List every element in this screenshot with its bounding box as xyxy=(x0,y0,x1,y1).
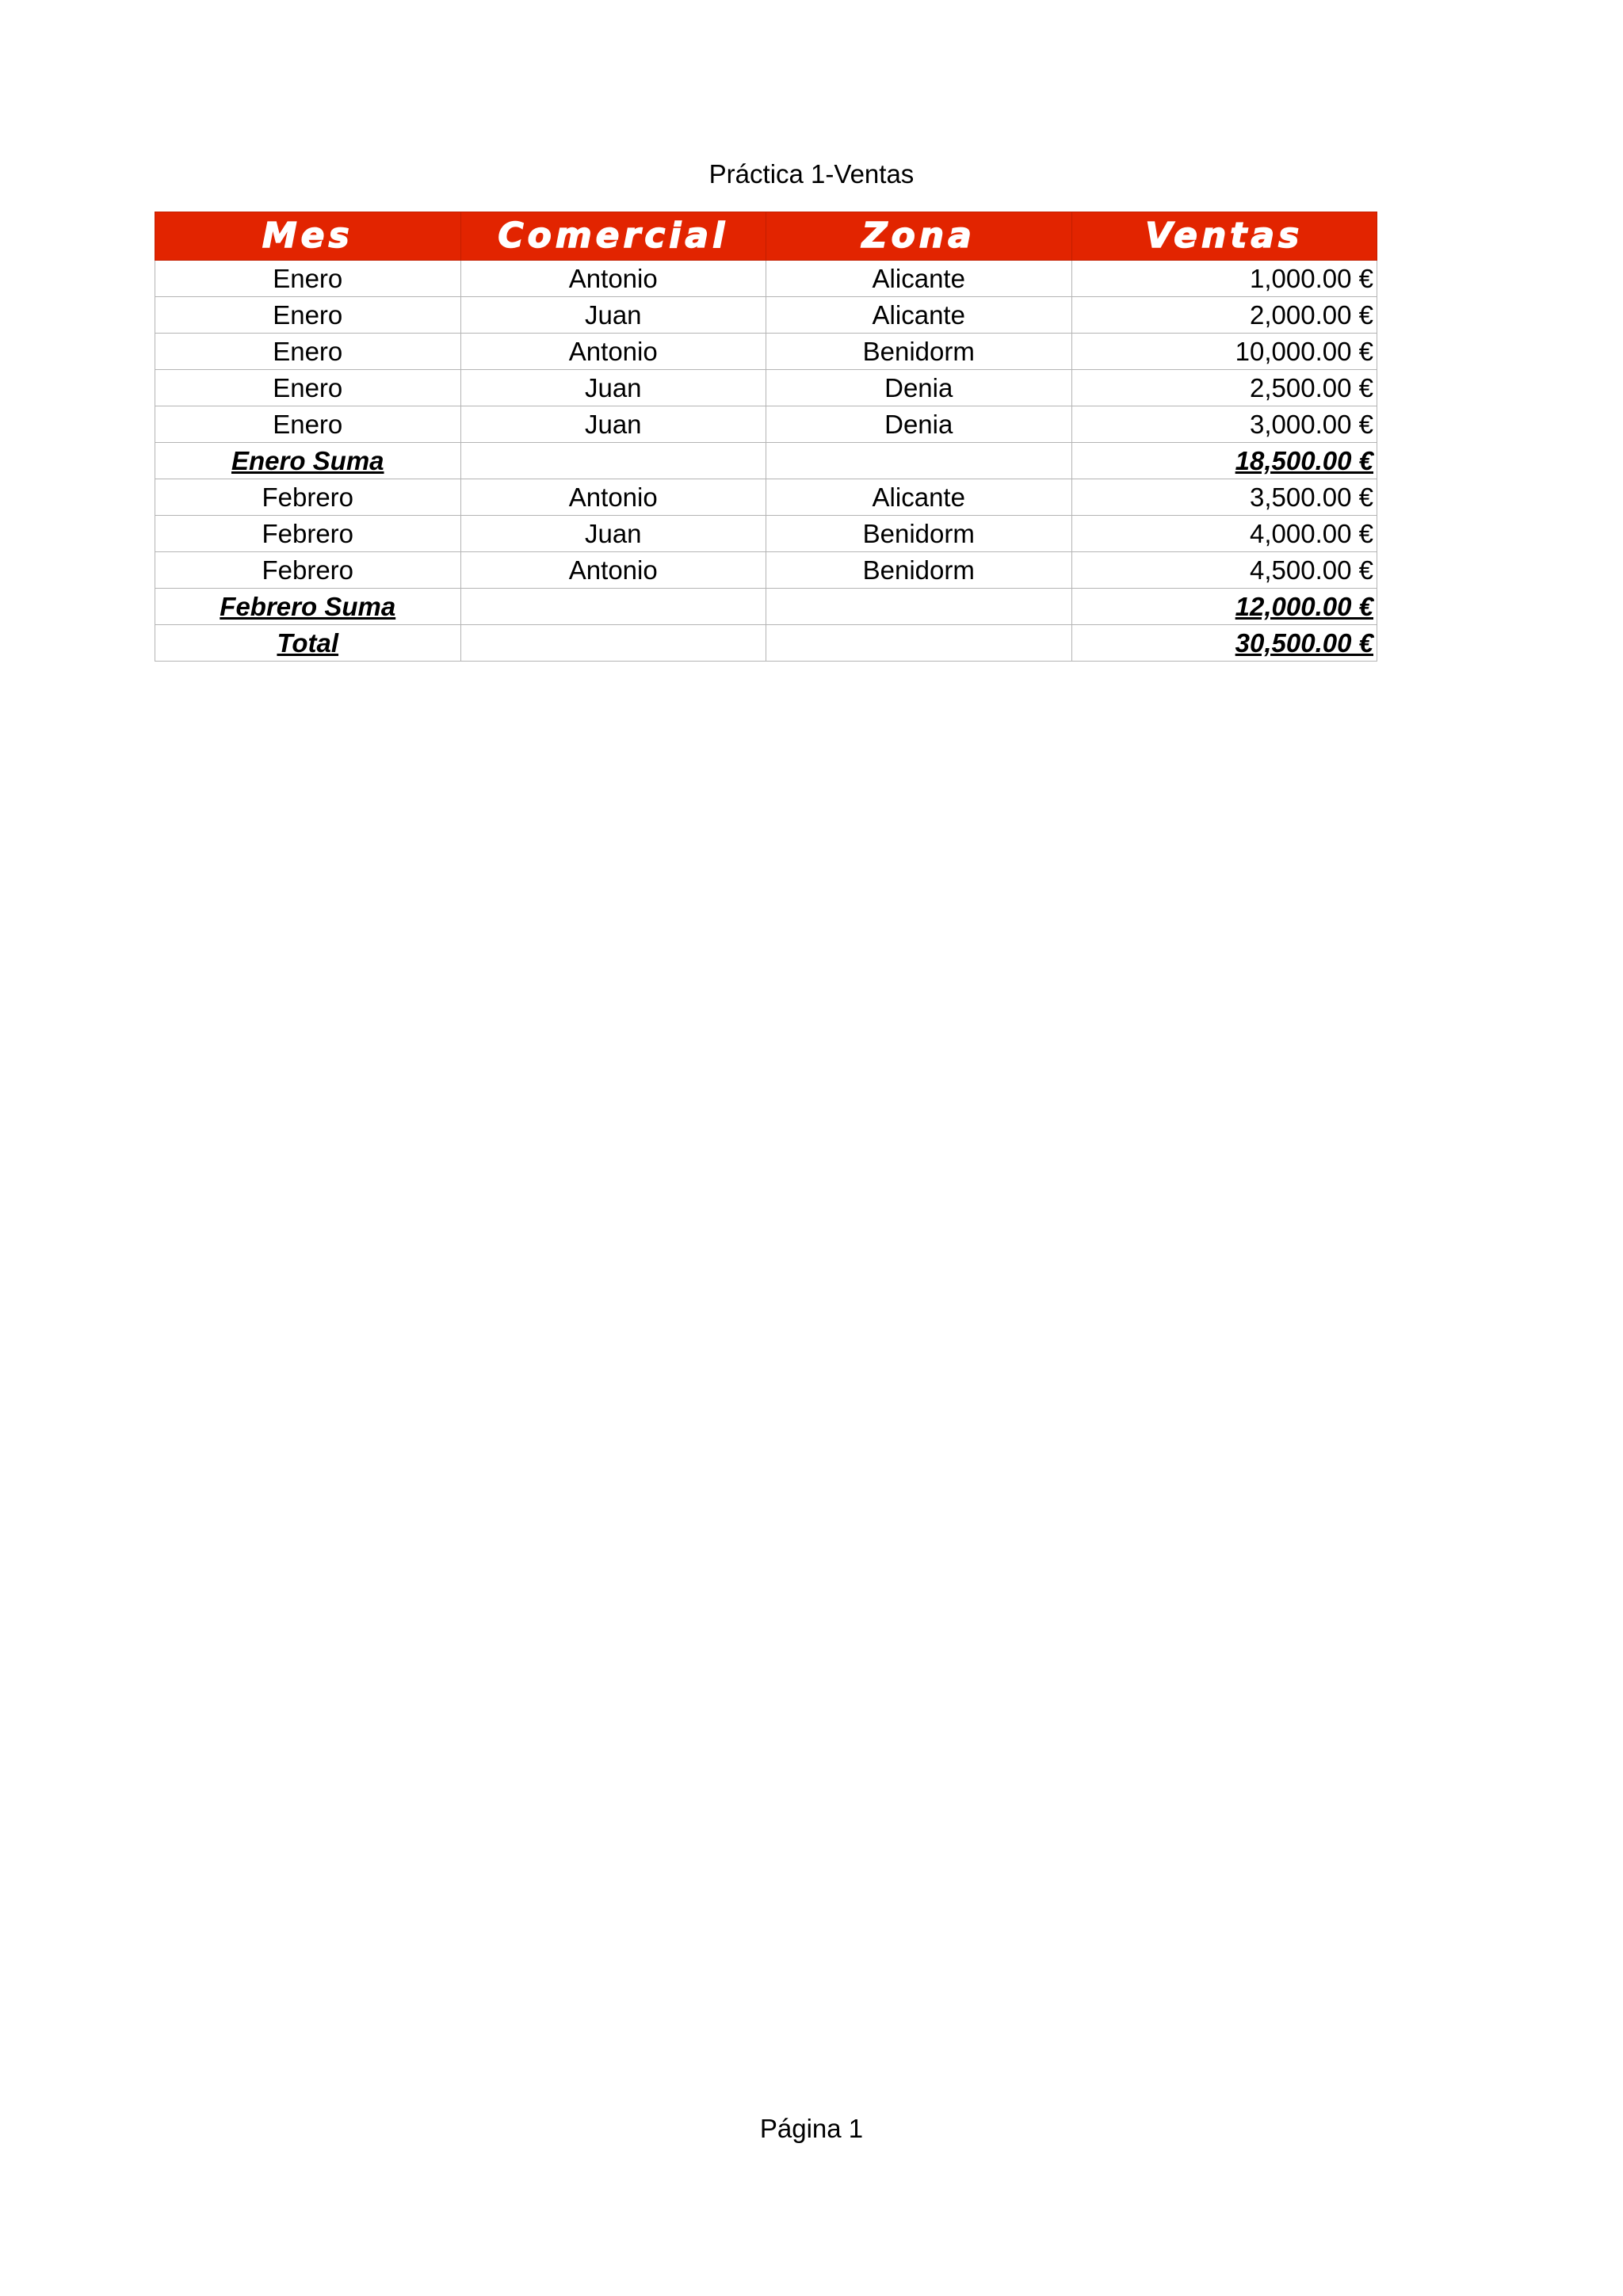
table-row xyxy=(155,406,1377,443)
cell-zona xyxy=(766,589,1072,625)
cell-comercial: Juan xyxy=(460,297,766,334)
cell-ventas: 4,000.00 € xyxy=(1071,516,1377,552)
column-header-zona: Zona xyxy=(766,212,1072,261)
table-row xyxy=(155,297,1377,334)
cell-ventas: 12,000.00 € xyxy=(1071,589,1377,625)
cell-mes: Febrero Suma xyxy=(155,589,461,625)
cell-zona: Benidorm xyxy=(766,516,1072,552)
subtotal-row xyxy=(155,589,1377,625)
cell-ventas: 4,500.00 € xyxy=(1071,552,1377,589)
cell-zona: Alicante xyxy=(766,297,1072,334)
cell-comercial: Juan xyxy=(460,370,766,406)
cell-mes: Enero xyxy=(155,261,461,297)
table-header xyxy=(155,212,1377,261)
cell-zona: Alicante xyxy=(766,479,1072,516)
cell-comercial: Antonio xyxy=(460,479,766,516)
cell-zona: Benidorm xyxy=(766,334,1072,370)
page-footer-number: Página 1 xyxy=(759,2114,864,2143)
table-row xyxy=(155,370,1377,406)
cell-comercial xyxy=(460,589,766,625)
cell-ventas: 10,000.00 € xyxy=(1071,334,1377,370)
cell-mes: Febrero xyxy=(155,516,461,552)
cell-zona xyxy=(766,625,1072,662)
table-row xyxy=(155,261,1377,297)
cell-comercial: Juan xyxy=(460,516,766,552)
cell-comercial xyxy=(460,443,766,479)
cell-ventas: 2,500.00 € xyxy=(1071,370,1377,406)
column-header-ventas: Ventas xyxy=(1071,212,1377,261)
cell-ventas: 1,000.00 € xyxy=(1071,261,1377,297)
page-header-title: Práctica 1-Ventas xyxy=(708,159,915,189)
cell-mes: Febrero xyxy=(155,479,461,516)
cell-mes: Enero xyxy=(155,334,461,370)
cell-mes: Enero xyxy=(155,370,461,406)
cell-comercial: Antonio xyxy=(460,261,766,297)
cell-ventas: 3,500.00 € xyxy=(1071,479,1377,516)
header-row xyxy=(155,212,1377,261)
cell-mes: Total xyxy=(155,625,461,662)
cell-zona xyxy=(766,443,1072,479)
cell-ventas: 30,500.00 € xyxy=(1071,625,1377,662)
column-header-mes: Mes xyxy=(155,212,461,261)
subtotal-row xyxy=(155,443,1377,479)
cell-zona: Denia xyxy=(766,370,1072,406)
cell-mes: Enero xyxy=(155,406,461,443)
table-row xyxy=(155,516,1377,552)
table-row xyxy=(155,334,1377,370)
table-row xyxy=(155,552,1377,589)
cell-ventas: 18,500.00 € xyxy=(1071,443,1377,479)
table-body xyxy=(155,261,1377,662)
cell-ventas: 2,000.00 € xyxy=(1071,297,1377,334)
cell-ventas: 3,000.00 € xyxy=(1071,406,1377,443)
cell-comercial: Antonio xyxy=(460,552,766,589)
cell-comercial: Juan xyxy=(460,406,766,443)
cell-zona: Denia xyxy=(766,406,1072,443)
cell-comercial xyxy=(460,625,766,662)
cell-mes: Enero xyxy=(155,297,461,334)
cell-zona: Benidorm xyxy=(766,552,1072,589)
cell-comercial: Antonio xyxy=(460,334,766,370)
subtotal-row xyxy=(155,625,1377,662)
cell-zona: Alicante xyxy=(766,261,1072,297)
table-row xyxy=(155,479,1377,516)
column-header-comercial: Comercial xyxy=(460,212,766,261)
cell-mes: Enero Suma xyxy=(155,443,461,479)
sales-table xyxy=(155,212,1377,662)
cell-mes: Febrero xyxy=(155,552,461,589)
